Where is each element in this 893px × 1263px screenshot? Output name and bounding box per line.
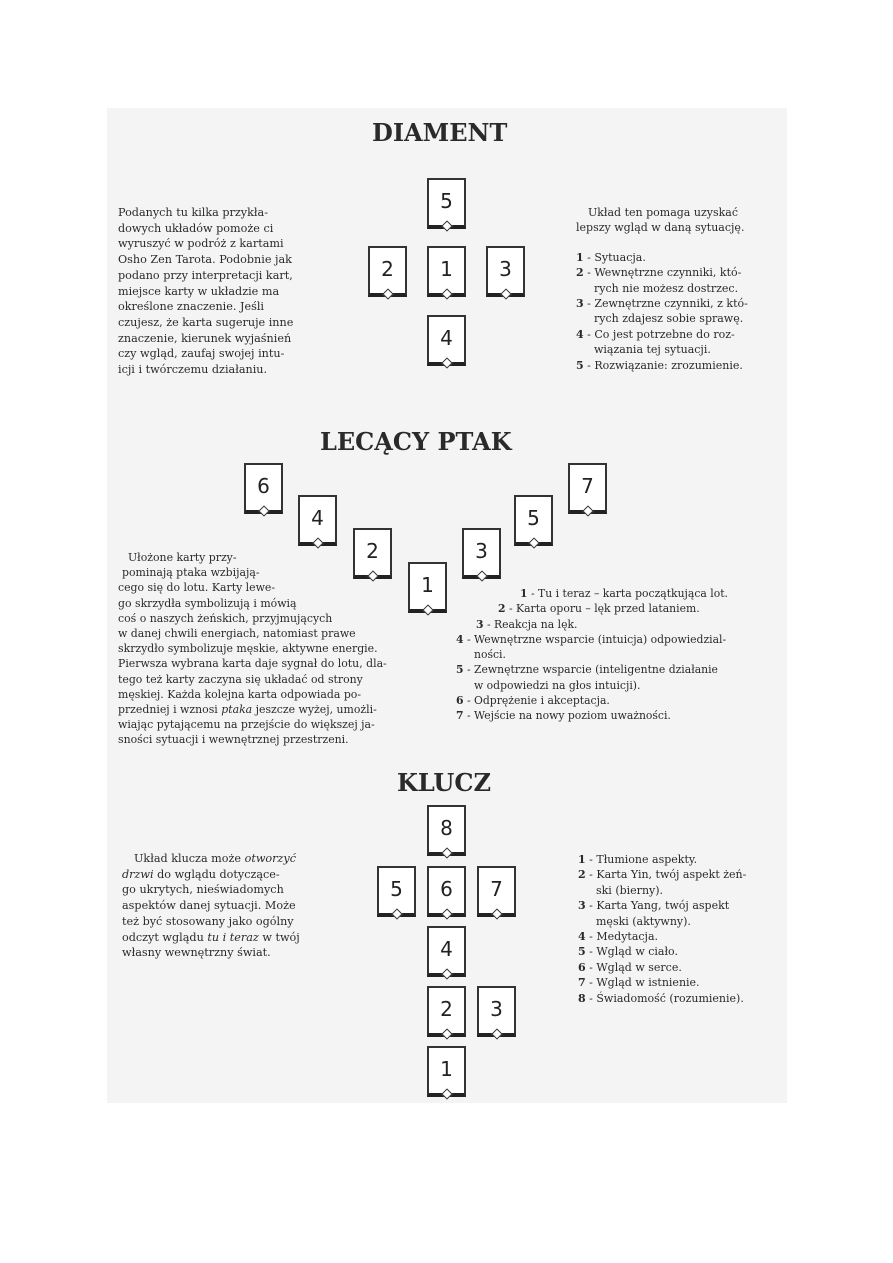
text-line: określone znaczenie. Jeśli xyxy=(118,300,264,314)
klucz-title: KLUCZ xyxy=(397,768,491,797)
legend-item: 6 - Odprężenie i akceptacja. xyxy=(456,694,610,708)
ptak-intro-text xyxy=(118,550,438,748)
legend-item: 3 - Karta Yang, twój aspekt xyxy=(578,899,730,913)
text-line: wiając pytającemu na przejście do większej ja- xyxy=(118,718,375,732)
card-number: 1 xyxy=(440,1057,453,1081)
klucz-card-8 xyxy=(427,805,466,856)
card-number: 3 xyxy=(490,997,503,1021)
card-number: 4 xyxy=(440,937,453,961)
diament-title: DIAMENT xyxy=(372,118,508,147)
text-line: go ukrytych, nieświadomych xyxy=(122,883,284,897)
legend-intro: Układ ten pomaga uzyskać xyxy=(588,206,738,219)
diament-card-3 xyxy=(486,246,525,297)
legend-item-cont: rych zdajesz sobie sprawę. xyxy=(594,312,744,326)
klucz-card-5 xyxy=(377,866,416,917)
text-line: odczyt wglądu tu i teraz w twój xyxy=(122,930,300,944)
card-number: 1 xyxy=(421,573,434,597)
card-number: 1 xyxy=(440,257,453,281)
card-number: 2 xyxy=(366,539,379,563)
text-line: czujesz, że karta sugeruje inne xyxy=(118,315,294,329)
legend-item: 5 - Rozwiązanie: zrozumienie. xyxy=(576,358,743,372)
legend-intro: lepszy wgląd w daną sytuację. xyxy=(576,221,745,235)
ptak-card-5 xyxy=(514,495,553,546)
diament-legend xyxy=(576,205,776,373)
diament-card-4 xyxy=(427,315,466,366)
card-number: 5 xyxy=(390,877,403,901)
legend-item-cont: ności. xyxy=(474,648,506,662)
legend-item: 2 - Karta oporu – lęk przed lataniem. xyxy=(498,602,700,616)
legend-item-cont: wiązania tej sytuacji. xyxy=(594,343,711,357)
card-number: 5 xyxy=(527,506,540,530)
ptak-card-6 xyxy=(244,463,283,514)
card-number: 2 xyxy=(440,997,453,1021)
text-line: dowych układów pomoże ci xyxy=(118,221,274,235)
legend-item: 7 - Wejście na nowy poziom uważności. xyxy=(456,709,671,723)
legend-item: 8 - Świadomość (rozumienie). xyxy=(578,991,744,1005)
legend-item-cont: ski (bierny). xyxy=(596,883,664,897)
text-line: znaczenie, kierunek wyjaśnień xyxy=(118,331,292,345)
legend-item: 5 - Wgląd w ciało. xyxy=(578,945,678,959)
klucz-card-4 xyxy=(427,926,466,977)
card-number: 4 xyxy=(440,326,453,350)
text-line: coś o naszych żeńskich, przyjmujących xyxy=(118,611,333,625)
text-line: Ułożone karty przy- xyxy=(128,551,237,564)
diament-card-5 xyxy=(427,178,466,229)
ptak-legend xyxy=(456,586,776,724)
card-number: 3 xyxy=(475,539,488,563)
card-number: 7 xyxy=(581,474,594,498)
klucz-card-7 xyxy=(477,866,516,917)
card-number: 5 xyxy=(440,189,453,213)
text-line: przedniej i wznosi ptaka jeszcze wyżej, umożli- xyxy=(118,703,377,717)
klucz-card-6 xyxy=(427,866,466,917)
text-line: cego się do lotu. Karty lewe- xyxy=(118,581,276,595)
text-line: go skrzydła symbolizują i mówią xyxy=(118,596,297,610)
legend-item: 2 - Wewnętrzne czynniki, któ- xyxy=(576,266,742,280)
card-number: 2 xyxy=(381,257,394,281)
card-number: 4 xyxy=(311,506,324,530)
text-line: aspektów danej sytuacji. Może xyxy=(122,899,296,913)
legend-item-cont: w odpowiedzi na głos intuicji). xyxy=(474,678,641,692)
klucz-card-3 xyxy=(477,986,516,1037)
legend-item: 7 - Wgląd w istnienie. xyxy=(578,976,700,990)
text-line: podano przy interpretacji kart, xyxy=(118,268,293,282)
klucz-legend xyxy=(578,852,778,1006)
legend-item: 4 - Medytacja. xyxy=(578,930,659,944)
text-line: pominają ptaka wzbijają- xyxy=(122,566,260,580)
legend-item: 5 - Zewnętrzne wsparcie (inteligentne działanie xyxy=(456,663,718,677)
ptak-card-4 xyxy=(298,495,337,546)
legend-item: 3 - Reakcja na lęk. xyxy=(476,617,578,631)
klucz-card-2 xyxy=(427,986,466,1037)
diament-intro-text xyxy=(118,205,313,378)
diament-card-2 xyxy=(368,246,407,297)
legend-item: 4 - Co jest potrzebne do roz- xyxy=(576,327,735,341)
diament-card-1 xyxy=(427,246,466,297)
text-line: tego też karty zaczyna się układać od strony xyxy=(118,672,363,686)
text-line: drzwi do wglądu dotyczące- xyxy=(122,867,280,881)
text-line: w danej chwili energiach, natomiast prawe xyxy=(118,627,356,641)
text-line: skrzydło symbolizuje męskie, aktywne energie. xyxy=(118,642,378,656)
legend-item: 6 - Wgląd w serce. xyxy=(578,960,682,974)
text-line: wyruszyć w podróż z kartami xyxy=(118,237,284,251)
legend-item: 3 - Zewnętrzne czynniki, z któ- xyxy=(576,297,748,311)
legend-item: 1 - Tu i teraz – karta początkująca lot. xyxy=(520,587,728,600)
text-line: Podanych tu kilka przykła- xyxy=(118,206,268,219)
legend-item: 1 - Sytuacja. xyxy=(576,250,646,264)
text-line: Pierwsza wybrana karta daje sygnał do lotu, dla- xyxy=(118,657,387,671)
card-number: 6 xyxy=(257,474,270,498)
legend-item: 4 - Wewnętrzne wsparcie (intuicja) odpowiedzial- xyxy=(456,632,727,646)
ptak-title: LECĄCY PTAK xyxy=(320,427,512,456)
text-line: sności sytuacji i wewnętrznej przestrzeni. xyxy=(118,733,349,747)
card-number: 7 xyxy=(490,877,503,901)
card-number: 8 xyxy=(440,816,453,840)
text-line: czy wgląd, zaufaj swojej intu- xyxy=(118,347,285,361)
text-line: icji i twórczemu działaniu. xyxy=(118,363,268,377)
card-number: 3 xyxy=(499,257,512,281)
text-line: też być stosowany jako ogólny xyxy=(122,914,294,928)
klucz-intro-text xyxy=(122,851,317,961)
card-number: 6 xyxy=(440,877,453,901)
ptak-card-3 xyxy=(462,528,501,579)
ptak-card-7 xyxy=(568,463,607,514)
text-line: własny wewnętrzny świat. xyxy=(122,946,271,960)
text-line: miejsce karty w układzie ma xyxy=(118,284,280,298)
text-line: męskiej. Każda kolejna karta odpowiada po- xyxy=(118,687,362,701)
text-line: Osho Zen Tarota. Podobnie jak xyxy=(118,253,292,267)
legend-item-cont: męski (aktywny). xyxy=(596,914,691,928)
legend-item-cont: rych nie możesz dostrzec. xyxy=(594,281,739,295)
legend-item: 2 - Karta Yin, twój aspekt żeń- xyxy=(578,868,747,882)
text-line: Układ klucza może otworzyć xyxy=(134,852,296,865)
legend-item: 1 - Tłumione aspekty. xyxy=(578,853,698,866)
klucz-card-1 xyxy=(427,1046,466,1097)
